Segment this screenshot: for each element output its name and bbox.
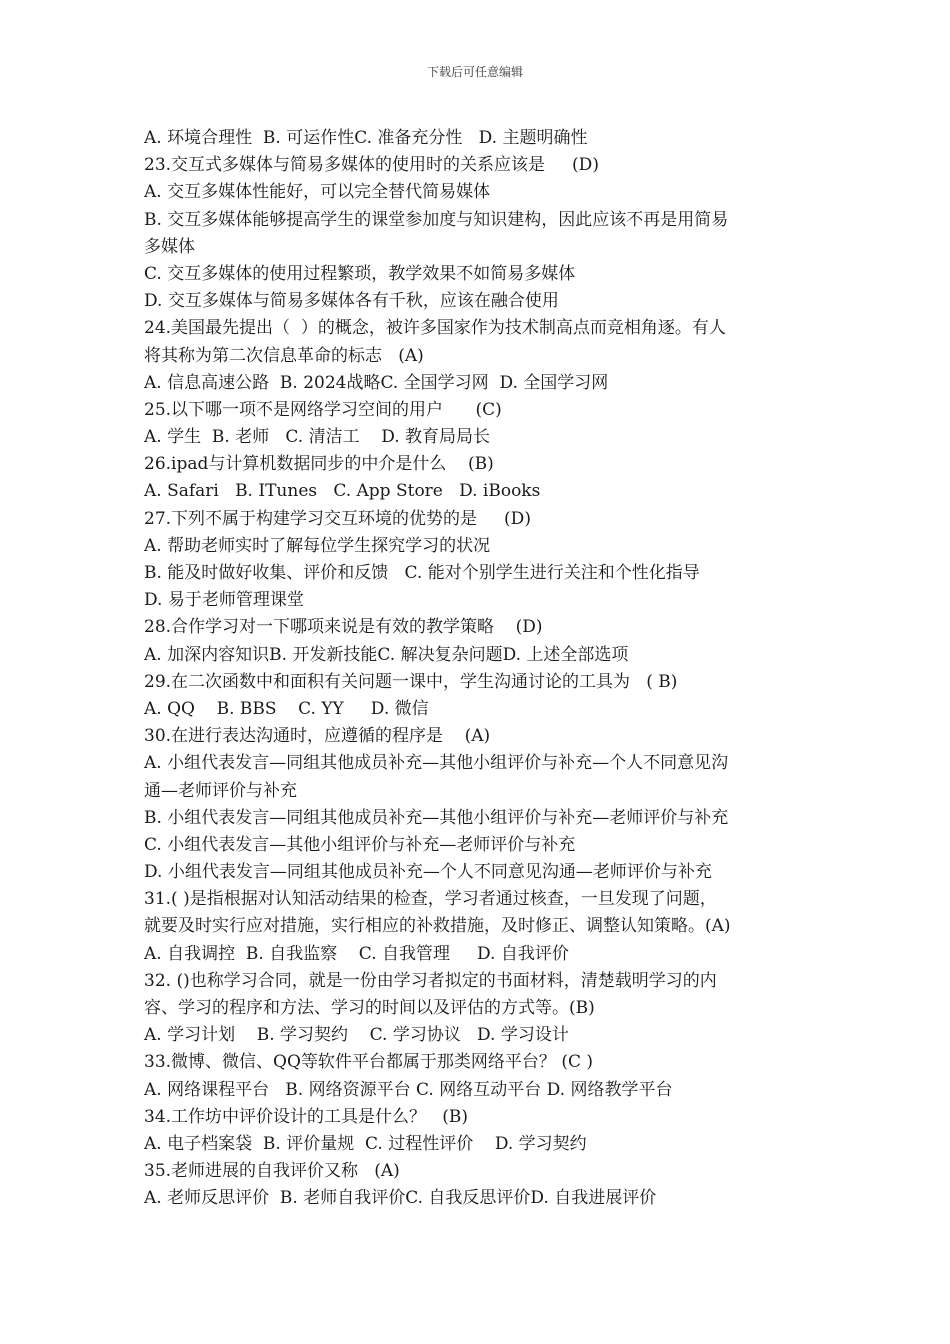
question-30: 30.在进行表达沟通时，应遵循的程序是 (A) (144, 726, 491, 747)
text-line: A. 帮助老师实时了解每位学生探究学习的状况 (144, 535, 491, 556)
text-line: C. 交互多媒体的使用过程繁琐，教学效果不如简易多媒体 (144, 263, 576, 284)
text-line: D. 交互多媒体与简易多媒体各有千秋，应该在融合使用 (144, 291, 559, 312)
question-27: 27.下列不属于构建学习交互环境的优势的是 (D) (144, 508, 531, 529)
text-line: B. 交互多媒体能够提高学生的课堂参加度与知识建构，因此应该不再是用简易 (144, 209, 729, 230)
question-26: 26.ipad与计算机数据同步的中介是什么 (B) (144, 454, 494, 475)
text-line: 将其称为第二次信息革命的标志 (A) (144, 345, 424, 366)
question-28: 28.合作学习对一下哪项来说是有效的教学策略 (D) (144, 617, 543, 638)
text-line: A. 小组代表发言—同组其他成员补充—其他小组评价与补充—个人不同意见沟 (144, 753, 729, 774)
text-line: A. 电子档案袋 B. 评价量规 C. 过程性评价 D. 学习契约 (144, 1133, 587, 1154)
text-line: A. 自我调控 B. 自我监察 C. 自我管理 D. 自我评价 (144, 943, 569, 964)
text-line: D. 易于老师管理课堂 (144, 590, 304, 611)
text-line: 容、学习的程序和方法、学习的时间以及评估的方式等。(B) (144, 998, 595, 1018)
document-body (144, 125, 824, 1213)
text-line: A. 学生 B. 老师 C. 清洁工 D. 教育局局长 (144, 427, 491, 448)
text-line: A. Safari B. ITunes C. App Store D. iBooks (144, 481, 541, 502)
question-34: 34.工作坊中评价设计的工具是什么？ (B) (144, 1106, 469, 1127)
text-line: A. 加深内容知识B. 开发新技能C. 解决复杂问题D. 上述全部选项 (144, 644, 629, 665)
text-line: A. 学习计划 B. 学习契约 C. 学习协议 D. 学习设计 (144, 1025, 569, 1046)
question-31: 31.( )是指根据对认知活动结果的检查，学习者通过核查，一旦发现了问题， (144, 889, 717, 910)
text-line: 多媒体 (144, 236, 195, 257)
question-25: 25.以下哪一项不是网络学习空间的用户 (C) (144, 399, 502, 420)
text-line: A. 老师反思评价 B. 老师自我评价C. 自我反思评价D. 自我进展评价 (144, 1188, 657, 1209)
text-line: C. 小组代表发言—其他小组评价与补充—老师评价与补充 (144, 834, 576, 855)
text-line: B. 小组代表发言—同组其他成员补充—其他小组评价与补充—老师评价与补充 (144, 807, 729, 828)
question-35: 35.老师进展的自我评价又称 (A) (144, 1161, 400, 1182)
question-33: 33.微博、微信、QQ等软件平台都属于那类网络平台？ (C ) (144, 1052, 593, 1073)
question-32: 32. ()也称学习合同，就是一份由学习者拟定的书面材料，清楚载明学习的内 (144, 970, 717, 991)
text-line: D. 小组代表发言—同组其他成员补充—个人不同意见沟通—老师评价与补充 (144, 862, 712, 883)
text-line: 就要及时实行应对措施，实行相应的补救措施，及时修正、调整认知策略。(A) (144, 916, 731, 937)
text-line: A. QQ B. BBS C. YY D. 微信 (144, 698, 429, 719)
text-line: B. 能及时做好收集、评价和反馈 C. 能对个别学生进行关注和个性化指导 (144, 563, 700, 583)
text-line: A. 交互多媒体性能好，可以完全替代简易媒体 (144, 182, 491, 203)
question-24: 24.美国最先提出（ ）的概念，被许多国家作为技术制高点而竞相角逐。有人 (144, 318, 726, 339)
page-header: 下载后可任意编辑 (426, 65, 523, 79)
text-line: A. 网络课程平台 B. 网络资源平台 C. 网络互动平台 D. 网络教学平台 (144, 1079, 673, 1100)
text-line: A. 信息高速公路 B. 2024战略C. 全国学习网 D. 全国学习网 (144, 372, 609, 393)
text-line: A. 环境合理性 B. 可运作性C. 准备充分性 D. 主题明确性 (144, 128, 588, 148)
text-line: 通—老师评价与补充 (144, 780, 297, 801)
question-23: 23.交互式多媒体与简易多媒体的使用时的关系应该是 (D) (144, 155, 599, 176)
question-29: 29.在二次函数中和面积有关问题一课中，学生沟通讨论的工具为 ( B) (144, 671, 678, 692)
